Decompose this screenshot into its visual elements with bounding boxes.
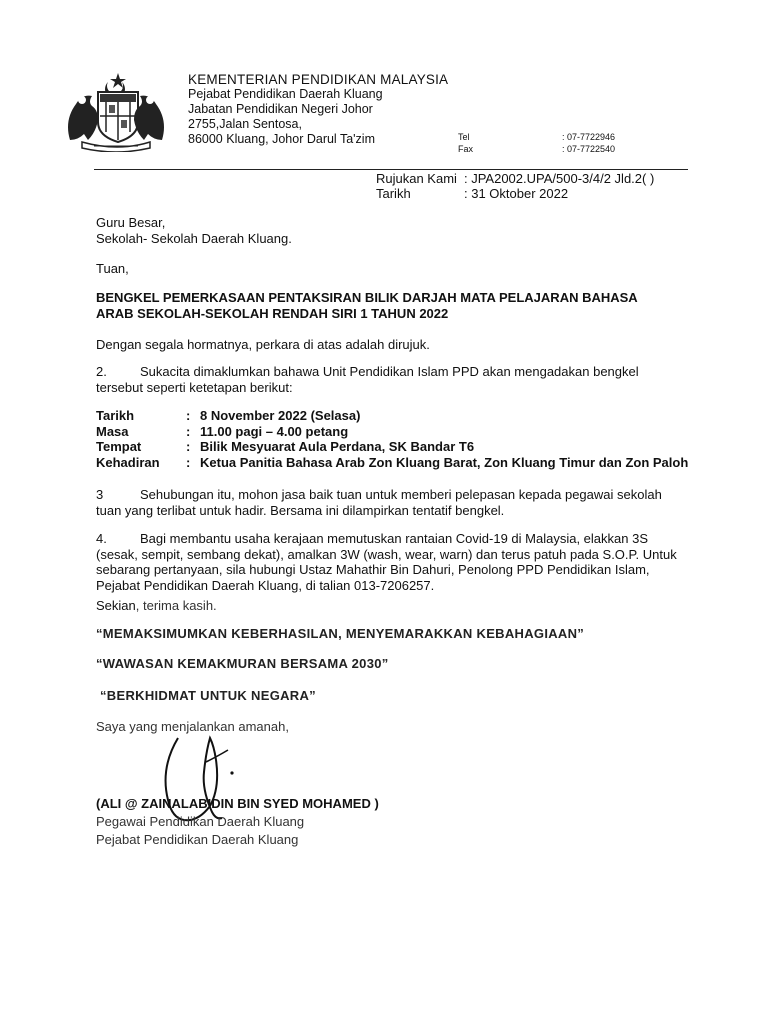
detail-row: Masa : 11.00 pagi – 4.00 petang — [96, 423, 349, 439]
date-label: Tarikh — [376, 186, 411, 201]
para-3-line-2: tuan yang terlibat untuk hadir. Bersama ini dilampirkan tentatif bengkel. — [96, 502, 505, 518]
subject-line-1: BENGKEL PEMERKASAAN PENTAKSIRAN BILIK DARJAH MATA PELAJARAN BAHASA — [96, 290, 638, 305]
contact-values — [562, 131, 615, 155]
malaysia-coat-of-arms-icon — [60, 70, 172, 152]
opening-line: Dengan segala hormatnya, perkara di atas adalah dirujuk. — [96, 337, 430, 352]
detail-value: Bilik Mesyuarat Aula Perdana, SK Bandar T6 — [200, 439, 475, 454]
signatory-title-2: Pejabat Pendidikan Daerah Kluang — [96, 832, 299, 847]
detail-value: Ketua Panitia Bahasa Arab Zon Kluang Barat, Zon Kluang Timur dan Zon Paloh — [200, 454, 689, 470]
salutation: Tuan, — [96, 261, 129, 276]
office-name: Pejabat Pendidikan Daerah Kluang — [188, 87, 383, 101]
tel-label: Tel — [458, 132, 470, 142]
header-divider — [94, 169, 688, 170]
para-4-line-1: Bagi membantu usaha kerajaan memutuskan rantaian Covid-19 di Malaysia, elakkan 3S — [140, 531, 649, 546]
contact-labels — [458, 131, 473, 155]
recipient-block — [96, 215, 292, 246]
fax-value: : 07-7722540 — [562, 144, 616, 154]
para-4-line-4: Pejabat Pendidikan Daerah Kluang, di talian 013-7206257. — [96, 577, 435, 593]
paragraph-3 — [96, 487, 686, 518]
detail-row: Tempat : Bilik Mesyuarat Aula Perdana, SK Bandar T6 — [96, 439, 475, 454]
letterhead — [188, 72, 448, 147]
recipient-line-2: Sekolah- Sekolah Daerah Kluang. — [96, 230, 292, 246]
para-2-line-1: Sukacita dimaklumkan bahawa Unit Pendidikan Islam PPD akan mengadakan bengkel — [140, 364, 639, 379]
detail-label: Tarikh — [96, 408, 135, 423]
detail-row: Tarikh : 8 November 2022 (Selasa) — [96, 408, 361, 423]
ref-value: : JPA2002.UPA/500-3/4/2 Jld.2( ) — [464, 171, 655, 186]
handwritten-signature-icon — [150, 718, 260, 828]
event-details — [96, 408, 688, 470]
signatory-name: (ALI @ ZAINALABIDIN BIN SYED MOHAMED ) — [96, 796, 379, 811]
closing-line — [96, 598, 217, 614]
para-4-line-2: (sesak, sempit, sembang dekat), amalkan 3W (wash, wear, warn) dan terus patuh pada S.O.P. Untuk — [96, 546, 677, 562]
address-line-1: 2755,Jalan Sentosa, — [188, 117, 302, 131]
date-value: : 31 Oktober 2022 — [464, 186, 569, 201]
detail-value: 8 November 2022 (Selasa) — [200, 408, 361, 423]
detail-label: Kehadiran — [96, 454, 160, 470]
ref-label: Rujukan Kami — [376, 171, 457, 186]
para-4-number: 4. — [96, 531, 107, 546]
para-4-line-3: sebarang pertanyaan, sila hubungi Ustaz Mahathir Bin Dahuri, Penolong PPD Pendidikan Islam, — [96, 562, 650, 577]
subject-line-2: ARAB SEKOLAH-SEKOLAH RENDAH SIRI 1 TAHUN 2022 — [96, 306, 449, 321]
closing-sekian: Sekian — [96, 598, 136, 613]
slogan-2: “WAWASAN KEMAKMURAN BERSAMA 2030” — [96, 656, 389, 671]
ministry-name: KEMENTERIAN PENDIDIKAN MALAYSIA — [188, 72, 449, 87]
department-name: Jabatan Pendidikan Negeri Johor — [188, 102, 373, 116]
detail-label: Masa — [96, 423, 129, 439]
para-2-number: 2. — [96, 364, 107, 379]
para-3-number: 3 — [96, 487, 104, 502]
detail-value: 11.00 pagi – 4.00 petang — [200, 423, 349, 439]
address-line-2: 86000 Kluang, Johor Darul Ta'zim — [188, 132, 375, 146]
signoff-trust-line: Saya yang menjalankan amanah, — [96, 719, 289, 734]
para-3-line-1: Sehubungan itu, mohon jasa baik tuan untuk memberi pelepasan kepada pegawai sekolah — [140, 487, 662, 502]
signatory-title-1: Pegawai Pendidikan Daerah Kluang — [96, 814, 305, 829]
subject — [96, 290, 686, 322]
recipient-line-1: Guru Besar, — [96, 215, 166, 230]
slogan-3: “BERKHIDMAT UNTUK NEGARA” — [100, 688, 316, 703]
slogan-1: “MEMAKSIMUMKAN KEBERHASILAN, MENYEMARAKKAN KEBAHAGIAAN” — [96, 626, 585, 641]
para-2-line-2: tersebut seperti ketetapan berikut: — [96, 379, 293, 395]
detail-label: Tempat — [96, 439, 142, 454]
detail-row: Kehadiran : Ketua Panitia Bahasa Arab Zon Kluang Barat, Zon Kluang Timur dan Zon Paloh — [96, 454, 689, 470]
paragraph-4 — [96, 531, 686, 593]
paragraph-2 — [96, 364, 686, 395]
tel-value: : 07-7722946 — [562, 132, 616, 142]
reference-block — [376, 171, 654, 201]
fax-label: Fax — [458, 144, 474, 154]
closing-thanks: , terima kasih. — [135, 598, 217, 613]
